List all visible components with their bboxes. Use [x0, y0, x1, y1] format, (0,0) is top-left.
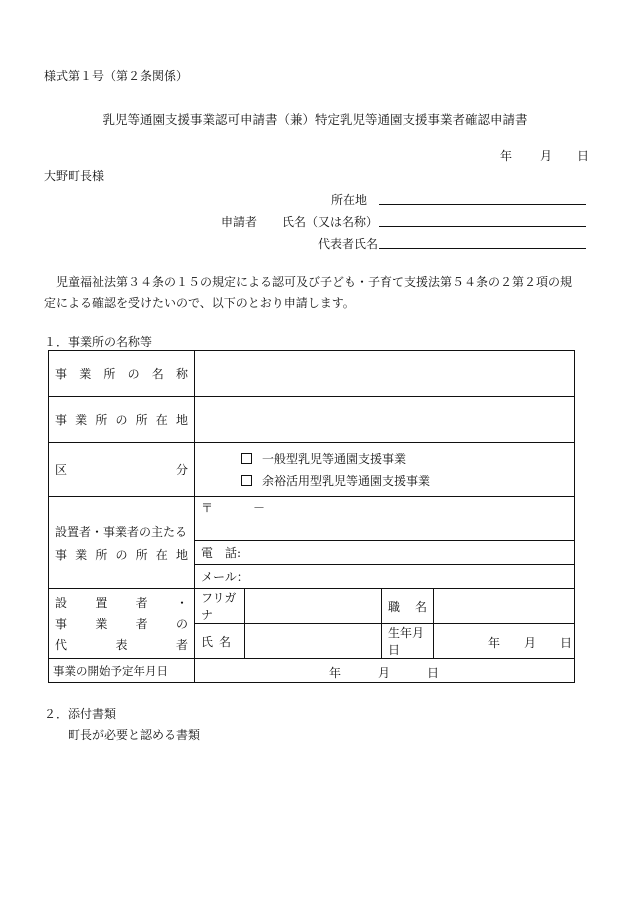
address-field[interactable]: [379, 204, 586, 205]
postal-field[interactable]: 〒 －: [195, 497, 575, 541]
category-label: [49, 443, 195, 497]
phone-field[interactable]: 電 話:: [195, 541, 575, 565]
email-field[interactable]: メール：: [195, 565, 575, 589]
label-char: 在: [155, 547, 168, 562]
label-char: 事: [55, 617, 68, 631]
label-char: 地: [175, 413, 188, 427]
label-char: 所: [95, 413, 108, 427]
label-char: 名: [414, 599, 427, 614]
birthdate-label: 生年月日: [382, 624, 434, 659]
label-char: 設: [55, 596, 68, 610]
label-char: の: [115, 413, 128, 427]
facility-name-input[interactable]: [195, 351, 575, 397]
label-char: 称: [175, 367, 188, 381]
applicant-label: 申請者: [221, 215, 258, 229]
facility-address-label: [49, 397, 195, 443]
representative-label: 代表者氏名: [318, 237, 379, 251]
label-char: 事: [55, 367, 68, 381]
start-date-label: 事業の開始予定年月日: [49, 659, 195, 683]
representative-label-cell: [49, 589, 195, 659]
label-char: 者: [135, 617, 148, 631]
label-char: 業: [75, 413, 88, 427]
form-number: 様式第１号（第２条関係）: [44, 69, 189, 83]
birthdate-input[interactable]: [434, 624, 575, 659]
label-char: 表: [115, 638, 128, 652]
category-options: [195, 443, 575, 497]
start-date-row: [49, 659, 575, 683]
position-label: [382, 589, 434, 624]
label-char: 置: [95, 596, 108, 610]
body-text-line2: 定による確認を受けたいので、以下のとおり申請します。: [44, 296, 355, 310]
addressee: 大野町長様: [44, 169, 105, 183]
start-date-input[interactable]: [195, 659, 575, 683]
label-char: 名: [218, 634, 231, 649]
label-char: 所: [135, 413, 148, 427]
name-label: 氏名（又は名称）: [282, 215, 379, 229]
rep-furigana-row: [49, 589, 575, 624]
date-day: 日: [577, 149, 590, 163]
page-title: 乳児等通園支援事業認可申請書（兼）特定乳児等通園支援事業者確認申請書: [102, 112, 528, 127]
name-field[interactable]: [379, 226, 586, 227]
label-char: 地: [175, 547, 188, 562]
label-char: 業: [79, 367, 92, 381]
checkbox-general[interactable]: [241, 453, 252, 464]
facility-address-input[interactable]: [195, 397, 575, 443]
label-char: 氏: [201, 634, 214, 649]
birth-month: 月: [524, 636, 537, 650]
category-option-general[interactable]: 一般型乳児等通園支援事業: [201, 448, 568, 470]
label-char: 者: [135, 596, 148, 610]
representative-field[interactable]: [379, 248, 586, 249]
label-char: 職: [388, 599, 401, 614]
furigana-input[interactable]: [245, 589, 382, 624]
section2-title: ２．添付書類: [44, 707, 117, 721]
label-char: の: [115, 547, 128, 562]
label-char: 者: [175, 638, 188, 652]
label-char: 事: [55, 413, 68, 427]
furigana-label: フリガナ: [195, 589, 245, 624]
label-char: 代: [55, 638, 68, 652]
label-char: の: [175, 617, 188, 631]
label-char: の: [127, 367, 140, 381]
rep-name-input[interactable]: [245, 624, 382, 659]
category-option-surplus[interactable]: 余裕活用型乳児等通園支援事業: [201, 470, 568, 492]
birth-day: 日: [560, 636, 573, 650]
facility-name-label: [49, 351, 195, 397]
checkbox-surplus[interactable]: [241, 475, 252, 486]
section1-title: １．事業所の名称等: [44, 335, 153, 349]
section2-item: 町長が必要と認める書類: [68, 728, 201, 742]
label-char: 在: [155, 413, 168, 427]
label-char: 名: [151, 367, 164, 381]
start-month: 月: [378, 665, 391, 680]
label-char: 事: [55, 547, 68, 562]
date-month: 月: [540, 149, 553, 163]
address-label: 所在地: [331, 193, 368, 207]
label-char: 分: [175, 463, 188, 477]
label-char: ・: [175, 596, 188, 610]
label-char: 所: [103, 367, 116, 381]
main-office-postal-row: [49, 497, 575, 541]
main-office-label: 設置者・事業者の主たる 事 業 所 の 所 在 地: [49, 497, 195, 589]
facility-name-row: [49, 351, 575, 397]
label-char: 業: [75, 547, 88, 562]
body-text-line1: 児童福祉法第３４条の１５の規定による認可及び子ども・子育て支援法第５４条の２第２項の規: [56, 275, 573, 289]
facility-table: [48, 350, 575, 683]
position-input[interactable]: [434, 589, 575, 624]
date-year: 年: [500, 149, 513, 163]
category-row: [49, 443, 575, 497]
label-char: 所: [135, 547, 148, 562]
start-day: 日: [427, 665, 440, 680]
birth-year: 年: [488, 636, 501, 650]
label-char: 所: [95, 547, 108, 562]
rep-name-label: [195, 624, 245, 659]
start-year: 年: [329, 665, 342, 680]
label-char: 業: [95, 617, 108, 631]
label-char: 区: [55, 463, 68, 477]
facility-address-row: [49, 397, 575, 443]
